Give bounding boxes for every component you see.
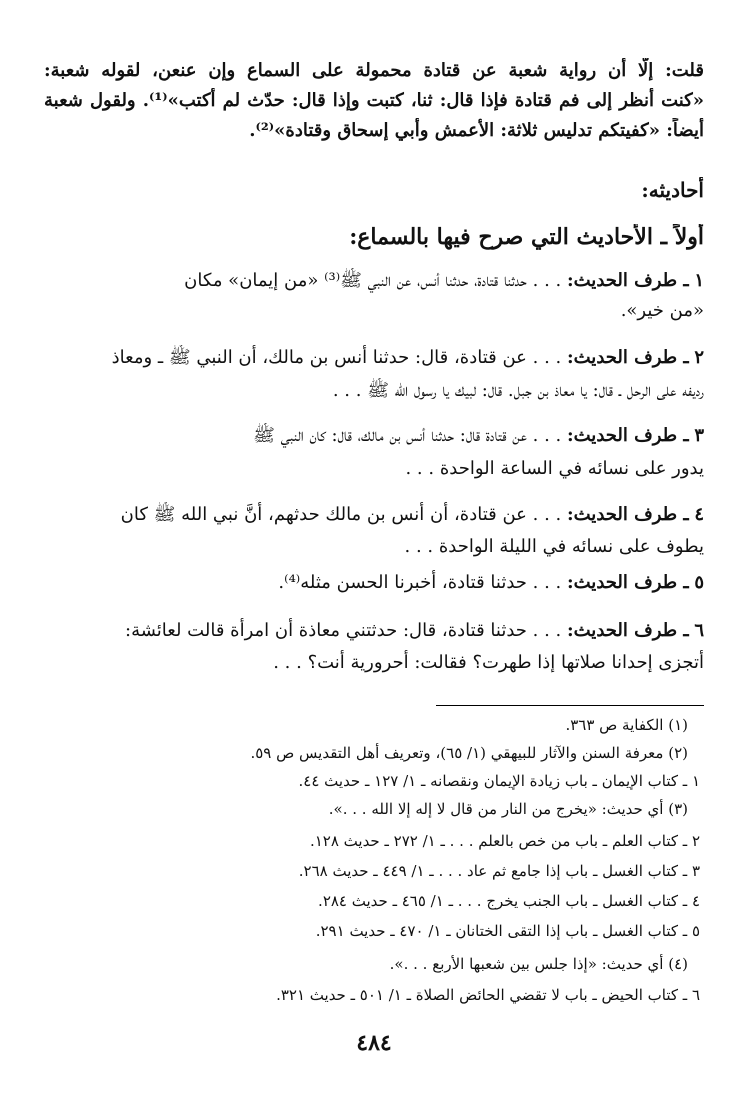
heading-ahadith: أحاديثه: — [641, 178, 704, 202]
footnote-separator — [436, 705, 704, 706]
hadith-4-line-2: يطوف على نسائه في الليلة الواحدة . . . — [404, 536, 704, 557]
hadith-3-line-2: يدور على نسائه في الساعة الواحدة . . . — [405, 458, 704, 479]
hadith-4-line-1 — [44, 502, 704, 528]
footnote-ref-5: ٥ ـ كتاب الغسل ـ باب إذا التقى الختانان ـ ١/ ٤٧٠ ـ حديث ٢٩١. — [315, 922, 700, 940]
footnote-ref-4: ٤ ـ كتاب الغسل ـ باب الجنب يخرج . . . ـ ١/ ٤٦٥ ـ حديث ٢٨٤. — [318, 892, 700, 910]
hadith-1-line-1 — [44, 268, 704, 294]
hadith-2-line-1 — [44, 345, 704, 371]
footnote-ref-2: ٢ ـ كتاب العلم ـ باب من خص بالعلم . . . ـ ١/ ٢٧٢ ـ حديث ١٢٨. — [309, 832, 700, 850]
intro-line-3: أيضاً: «كفيتكم تدليس ثلاثة: الأعمش وأبي إسحاق وقتادة»⁽²⁾. — [249, 120, 704, 141]
footnote-1: (١) الكفاية ص ٣٦٣. — [565, 716, 688, 734]
hadith-2-text: . . . عن قتادة، قال: حدثنا أنس بن مالك، أن النبي ﷺ ـ ومعاذ — [111, 347, 562, 368]
hadith-1-line-2: «من خير». — [620, 300, 704, 321]
hadith-3-text: . . . عن قتادة قال: حدثنا أنس بن مالك، قال: كان النبي ﷺ — [253, 425, 562, 446]
hadith-6-label: ـ طرف الحديث: — [566, 620, 689, 641]
footnote-ref-3: ٣ ـ كتاب الغسل ـ باب إذا جامع ثم عاد . . . ـ ١/ ٤٤٩ ـ حديث ٢٦٨. — [298, 862, 700, 880]
footnote-2: (٢) معرفة السنن والآثار للبيهقي (١/ ٦٥)، وتعريف أهل التقديس ص ٥٩. — [250, 744, 688, 762]
intro-line-1: قلت: إلّا أن رواية شعبة عن قتادة محمولة على السماع وإن عنعن، لقوله شعبة: — [44, 60, 704, 81]
hadith-3-label: ـ طرف الحديث: — [566, 425, 689, 446]
hadith-3-line-1 — [44, 423, 704, 449]
hadith-6-line-2: أتجزى إحدانا صلاتها إذا طهرت؟ فقالت: أحرورية أنت؟ . . . — [273, 652, 704, 673]
hadith-3-number: ٣ — [694, 425, 704, 446]
hadith-2-label: ـ طرف الحديث: — [566, 347, 689, 368]
hadith-6-text: . . . حدثنا قتادة، قال: حدثتني معاذة أن امرأة قالت لعائشة: — [125, 620, 562, 641]
hadith-4-label: ـ طرف الحديث: — [566, 504, 689, 525]
hadith-4-text: . . . عن قتادة، أن أنس بن مالك حدثهم، أنَّ نبي الله ﷺ كان — [120, 504, 562, 525]
hadith-1-label: ـ طرف الحديث: — [566, 270, 689, 291]
hadith-4-number: ٤ — [694, 504, 704, 525]
footnote-4: (٤) أي حديث: «إذا جلس بين شعبها الأربع . . .». — [389, 955, 688, 973]
hadith-1-number: ١ — [694, 270, 704, 291]
intro-line-2: «كنت أنظر إلى فم قتادة فإذا قال: ثنا، كتبت وإذا قال: حدّث لم أكتب»⁽¹⁾. ولقول شعبة — [44, 90, 704, 111]
hadith-5-label: ـ طرف الحديث: — [566, 572, 689, 593]
hadith-6-number: ٦ — [694, 620, 704, 641]
hadith-1-text: . . . حدثنا قتادة، حدثنا أنس، عن النبي ﷺ⁽³⁾ «من إيمان» مكان — [184, 270, 562, 291]
footnote-3: (٣) أي حديث: «يخرج من النار من قال لا إله إلا الله . . .». — [328, 800, 688, 818]
footnote-ref-1: ١ ـ كتاب الإيمان ـ باب زيادة الإيمان ونقصانه ـ ١/ ١٢٧ ـ حديث ٤٤. — [298, 772, 700, 790]
hadith-5-text: . . . حدثنا قتادة، أخبرنا الحسن مثله⁽⁴⁾. — [278, 572, 562, 593]
hadith-5-number: ٥ — [694, 572, 704, 593]
hadith-2-number: ٢ — [694, 347, 704, 368]
hadith-6-line-1 — [44, 618, 704, 644]
hadith-5-line-1 — [44, 570, 704, 596]
heading-sama: أولاً ـ الأحاديث التي صرح فيها بالسماع: — [349, 224, 704, 250]
page-number: ٤٨٤ — [356, 1030, 392, 1056]
footnote-ref-6: ٦ ـ كتاب الحيض ـ باب لا تقضي الحائض الصلاة ـ ١/ ٥٠١ ـ حديث ٣٢١. — [276, 986, 700, 1004]
hadith-2-line-2: رديفه على الرحل ـ قال: يا معاذ بن جبل. قال: لبيك يا رسول الله ﷺ . . . — [332, 380, 704, 401]
